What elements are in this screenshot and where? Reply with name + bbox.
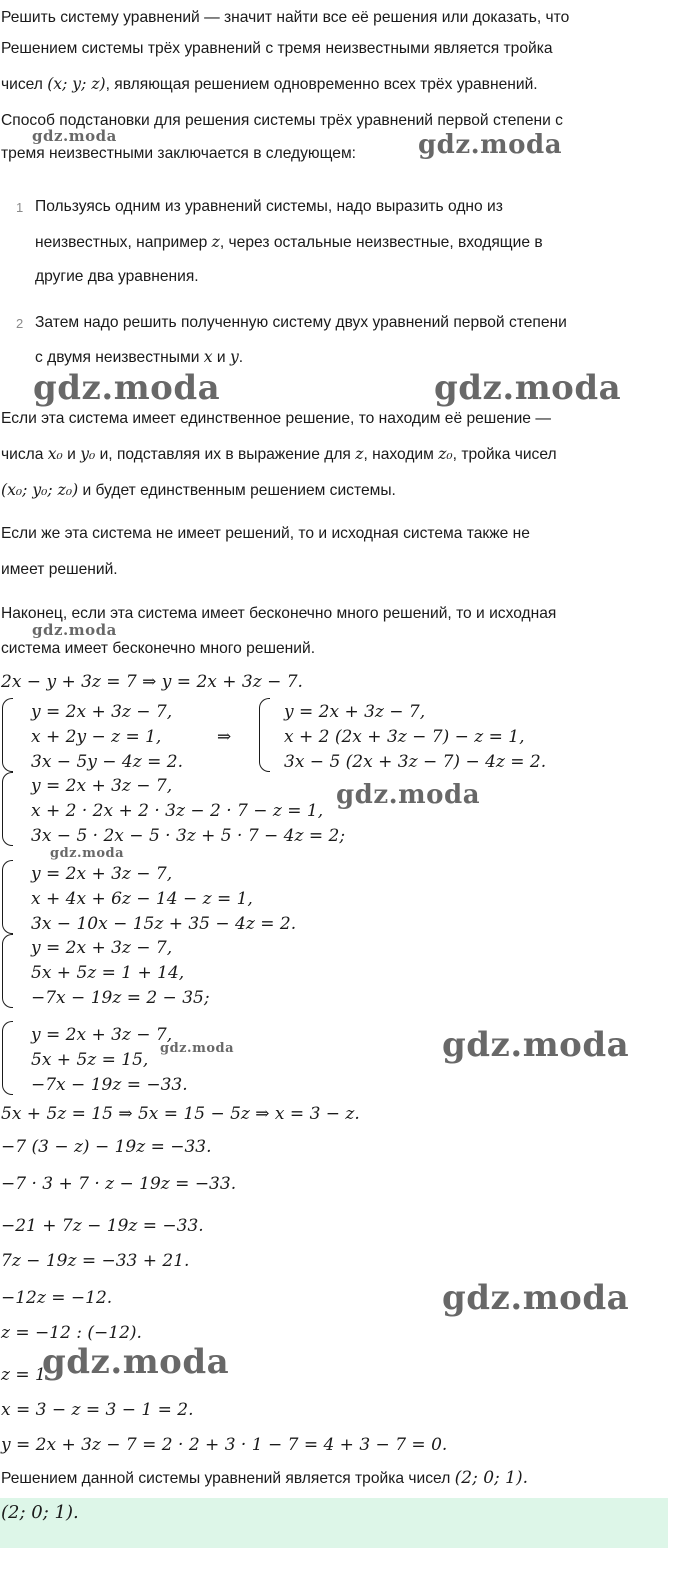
answer-box — [0, 1498, 668, 1548]
watermark: gdz.moda — [442, 1025, 630, 1065]
conclusion: Решением данной системы уравнений является тройка чисел (2; 0; 1). — [1, 1468, 529, 1488]
equation: 3x − 5y − 4z = 2. — [31, 752, 183, 772]
equation: y = 2x + 3z − 7, — [31, 776, 173, 796]
watermark: gdz.moda — [50, 846, 125, 861]
equation-step: −7 · 3 + 7 · z − 19z = −33. — [1, 1174, 237, 1194]
equation: x + 4x + 6z − 14 − z = 1, — [31, 889, 253, 909]
equation: y = 2x + 3z − 7, — [31, 1025, 173, 1045]
system-brace — [2, 698, 13, 772]
paragraph-no-solution-2: имеет решений. — [1, 561, 118, 578]
equation: y = 2x + 3z − 7, — [31, 702, 173, 722]
paragraph-solution-def: Решением системы трёх уравнений с тремя неизвестными является тройка — [1, 40, 553, 57]
watermark: gdz.moda — [336, 780, 481, 810]
equation-step: z = 1. — [1, 1365, 52, 1385]
watermark: gdz.moda — [442, 1278, 630, 1318]
equation: 3x − 5 · 2x − 5 · 3z + 5 · 7 − 4z = 2; — [31, 826, 346, 846]
equation-step: z = −12 : (−12). — [1, 1323, 142, 1343]
equation: 5x + 5z = 1 + 14, — [31, 963, 185, 983]
system-brace — [2, 860, 13, 934]
paragraph-method-2: тремя неизвестными заключается в следующем: — [1, 145, 357, 162]
equation: y = 2x + 3z − 7, — [31, 938, 173, 958]
list-number: 1 — [16, 200, 24, 215]
system-brace — [2, 934, 13, 1008]
paragraph-definition: Решить систему уравнений — значит найти все её решения или доказать, что — [1, 9, 570, 26]
list-item: Пользуясь одним из уравнений системы, надо выразить одно из — [35, 198, 503, 215]
equation-step: x = 3 − z = 3 − 1 = 2. — [1, 1400, 194, 1420]
watermark: gdz.moda — [32, 621, 117, 639]
paragraph-unique-2: числа x₀ и y₀ и, подставляя их в выражение для z, находим z₀, тройка чисел — [1, 445, 557, 463]
equation: x + 2 (2x + 3z − 7) − z = 1, — [284, 727, 525, 747]
list-item-line: другие два уравнения. — [35, 268, 199, 285]
watermark: gdz.moda — [160, 1041, 235, 1056]
paragraph-method: Способ подстановки для решения системы трёх уравнений первой степени с — [1, 112, 563, 129]
equation: y = 2x + 3z − 7, — [31, 864, 173, 884]
equation-step: y = 2x + 3z − 7 = 2 · 2 + 3 · 1 − 7 = 4 + 3 − 7 = 0. — [1, 1435, 448, 1455]
list-item: Затем надо решить полученную систему двух уравнений первой степени — [35, 314, 567, 331]
paragraph-solution-def-2: чисел (x; y; z), являющая решением одновременно всех трёх уравнений. — [1, 75, 538, 93]
equation: y = 2x + 3z − 7, — [284, 702, 426, 722]
system-brace — [259, 698, 270, 772]
watermark: gdz.moda — [32, 127, 117, 145]
paragraph-infinite-2: система имеет бесконечно много решений. — [1, 640, 316, 657]
list-number: 2 — [16, 316, 24, 331]
answer: (2; 0; 1). — [1, 1502, 79, 1523]
watermark: gdz.moda — [33, 368, 221, 408]
equation-step: −7 (3 − z) − 19z = −33. — [1, 1137, 212, 1157]
watermark: gdz.moda — [418, 130, 563, 160]
watermark: gdz.moda — [42, 1342, 230, 1382]
equation-step: 5x + 5z = 15 ⇒ 5x = 15 − 5z ⇒ x = 3 − z. — [1, 1104, 360, 1124]
equation: 3x − 5 (2x + 3z − 7) − 4z = 2. — [284, 752, 547, 772]
paragraph-unique-3: (x₀; y₀; z₀) и будет единственным решением системы. — [1, 481, 396, 499]
equation-step: −21 + 7z − 19z = −33. — [1, 1216, 204, 1236]
equation: 3x − 10x − 15z + 35 − 4z = 2. — [31, 914, 297, 934]
system-brace — [2, 1021, 13, 1095]
equation-substitution: 2x − y + 3z = 7 ⇒ y = 2x + 3z − 7. — [1, 672, 303, 692]
list-item-line: с двумя неизвестными x и y. — [35, 348, 244, 366]
equation: x + 2y − z = 1, — [31, 727, 162, 747]
paragraph-no-solution: Если же эта система не имеет решений, то и исходная система также не — [1, 525, 530, 542]
equation-step: 7z − 19z = −33 + 21. — [1, 1251, 190, 1271]
equation: −7x − 19z = 2 − 35; — [31, 988, 210, 1008]
equation: −7x − 19z = −33. — [31, 1075, 188, 1095]
equation: x + 2 · 2x + 2 · 3z − 2 · 7 − z = 1, — [31, 801, 324, 821]
equation-step: −12z = −12. — [1, 1288, 113, 1308]
paragraph-unique: Если эта система имеет единственное решение, то находим её решение — — [1, 410, 551, 427]
system-brace — [2, 772, 13, 846]
implies-arrow: ⇒ — [217, 727, 232, 747]
paragraph-infinite: Наконец, если эта система имеет бесконечно много решений, то и исходная — [1, 605, 557, 622]
list-item-line: неизвестных, например z, через остальные неизвестные, входящие в — [35, 233, 543, 251]
equation: 5x + 5z = 15, — [31, 1050, 149, 1070]
watermark: gdz.moda — [434, 368, 622, 408]
